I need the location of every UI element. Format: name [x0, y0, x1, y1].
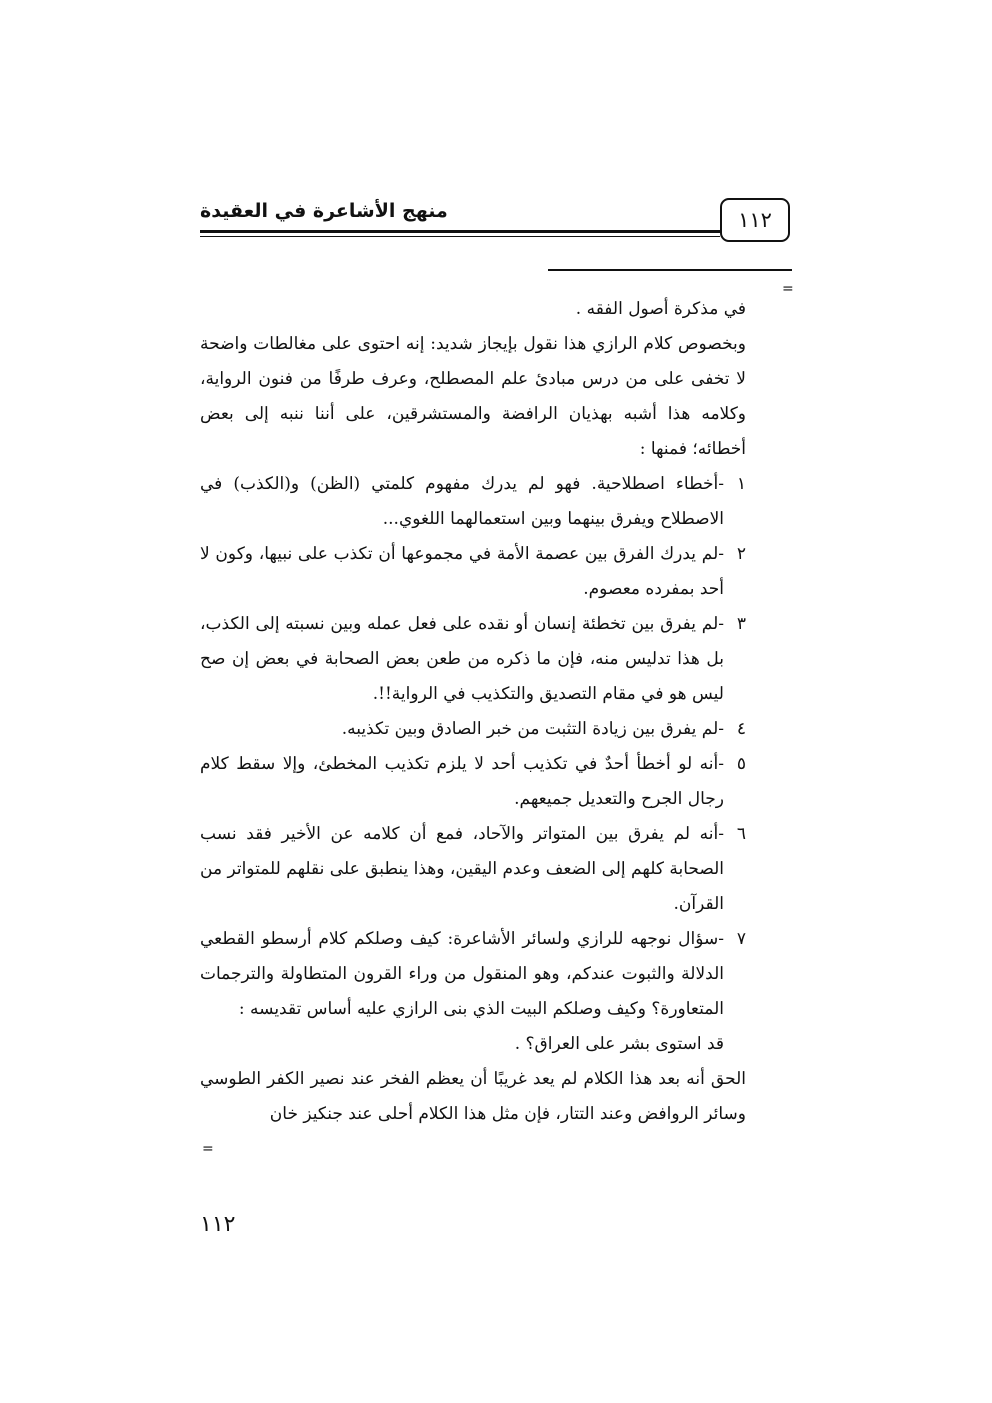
list-item: [200, 712, 746, 747]
item-number: ١: [736, 474, 746, 494]
continuation-mark-bottom: =: [202, 1141, 214, 1157]
item-text: -لم يدرك الفرق بين عصمة الأمة في مجموعها أن تكذب على نبيها، وكون لا أحد بمفرده معصوم.: [200, 544, 724, 599]
item-text: -أخطاء اصطلاحية. فهو لم يدرك مفهوم كلمتي (الظن) و(الكذب) في الاصطلاح ويفرق بينهما وبين استعمالهما اللغوي...: [200, 474, 724, 529]
item-text: -سؤال نوجهه للرازي ولسائر الأشاعرة: كيف وصلكم كلام أرسطو القطعي الدلالة والثبوت عندكم، وهو المنقول من وراء القرون المتطاولة والترجمات المتعاورة؟ وكيف وصلكم البيت الذي بنى الرازي عليه أساس تقديسه :: [200, 929, 724, 1019]
list-item: [200, 922, 746, 1027]
footnote-text: [200, 292, 746, 1132]
item-number: ٥: [736, 754, 746, 774]
item-number: ٦: [736, 824, 746, 844]
list-item: [200, 817, 746, 922]
item-text: -لم يفرق بين تخطئة إنسان أو نقده على فعل عمله وبين نسبته إلى الكذب، بل هذا تدليس منه، فإن ما ذكره من طعن بعض الصحابة في بعض إن صح ليس هو في مقام التصديق والتكذيب في الرواية!!.: [200, 614, 724, 704]
footer-page-number: ١١٢: [200, 1212, 236, 1237]
item-number: ٧: [736, 929, 746, 949]
header-rule-thin: [200, 236, 720, 237]
list-item: [200, 537, 746, 607]
verse-line: قد استوى بشر على العراق؟ .: [514, 1034, 724, 1054]
list-item: [200, 467, 746, 537]
item-number: ٢: [736, 544, 746, 564]
footnote-separator-rule: [548, 269, 792, 271]
paragraph-intro: في مذكرة أصول الفقه .: [575, 299, 746, 319]
item-number: ٣: [736, 614, 746, 634]
item-text: -أنه لو أخطأ أحدٌ في تكذيب أحد لا يلزم تكذيب المخطئ، وإلا سقط كلام رجال الجرح والتعديل جميعهم.: [200, 754, 724, 809]
header-rule-thick: [200, 230, 720, 233]
paragraph-main: وبخصوص كلام الرازي هذا نقول بإيجاز شديد: إنه احتوى على مغالطات واضحة لا تخفى على من درس مبادئ علم المصطلح، وعرف طرفًا من فنون الرواية، وكلامه هذا أشبه بهذيان الرافضة والمستشرقين، على أننا ننبه إلى بعض أخطائه؛ فمنها :: [200, 334, 746, 459]
item-number: ٤: [736, 719, 746, 739]
running-title: منهج الأشاعرة في العقيدة: [200, 200, 448, 222]
header-page-number: ١١٢: [720, 198, 790, 242]
continuation-mark-top: =: [782, 281, 794, 297]
item-text: -لم يفرق بين زيادة التثبت من خبر الصادق وبين تكذيبه.: [341, 719, 724, 739]
paragraph-closing: الحق أنه بعد هذا الكلام لم يعد غريبًا أن يعظم الفخر عند نصير الكفر الطوسي وسائر الروافض وعند التتار، فإن مثل هذا الكلام أحلى عند جنكيز خان: [200, 1069, 746, 1124]
list-item: [200, 607, 746, 712]
item-text: -أنه لم يفرق بين المتواتر والآحاد، فمع أن كلامه عن الأخير فقد نسب الصحابة كلهم إلى الضعف وعدم اليقين، وهذا ينطبق على نقلهم للمتواتر من القرآن.: [200, 824, 724, 914]
list-item: [200, 747, 746, 817]
